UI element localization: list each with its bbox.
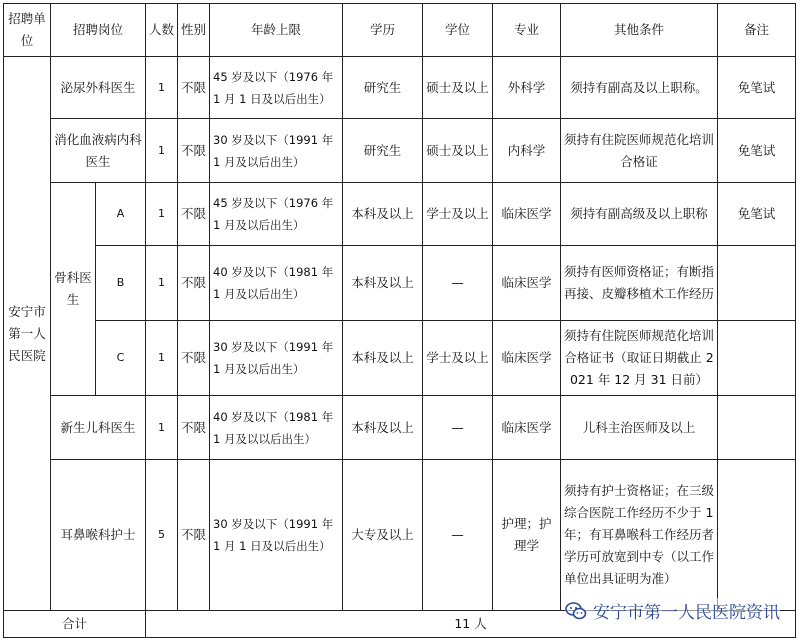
education-cell: 大专及以上	[343, 460, 423, 611]
position-cell: 新生儿科医生	[51, 396, 146, 460]
table-row	[4, 460, 796, 611]
gender-cell: 不限	[178, 396, 210, 460]
recruitment-table	[3, 3, 796, 638]
education-cell: 本科及以上	[343, 246, 423, 321]
remark-cell: 免笔试	[718, 119, 796, 183]
count-cell: 1	[146, 183, 178, 246]
remark-cell	[718, 246, 796, 321]
major-cell: 临床医学	[493, 321, 561, 396]
header-education: 学历	[343, 4, 423, 57]
major-cell: 内科学	[493, 119, 561, 183]
remark-cell	[718, 321, 796, 396]
position-cell: A	[96, 183, 146, 246]
major-cell: 临床医学	[493, 246, 561, 321]
other-cell: 须持有副高及以上职称。	[561, 57, 718, 119]
other-cell: 须持有住院医师规范化培训合格证	[561, 119, 718, 183]
major-cell: 护理；护理学	[493, 460, 561, 611]
table-row	[4, 396, 796, 460]
unit-cell: 安宁市第一人民医院	[4, 57, 51, 611]
header-row	[4, 4, 796, 57]
count-cell: 1	[146, 246, 178, 321]
total-label: 合计	[4, 611, 146, 638]
header-position: 招聘岗位	[51, 4, 146, 57]
table-row	[4, 57, 796, 119]
age-cell: 40 岁及以下（1981 年 1 月及以以后出生）	[210, 396, 343, 460]
position-cell: B	[96, 246, 146, 321]
degree-cell: 硕士及以上	[423, 57, 493, 119]
position-cell: 泌尿外科医生	[51, 57, 146, 119]
gender-cell: 不限	[178, 460, 210, 611]
header-major: 专业	[493, 4, 561, 57]
major-cell: 临床医学	[493, 396, 561, 460]
gender-cell: 不限	[178, 246, 210, 321]
total-value: 11 人	[146, 611, 796, 638]
header-unit: 招聘单位	[4, 4, 51, 57]
position-cell: C	[96, 321, 146, 396]
other-cell: 须持有护士资格证；在三级综合医院工作经历不少于 1 年；有耳鼻喉科工作经历者学历可放宽到中专（以工作单位出具证明为准）	[561, 460, 718, 611]
gender-cell: 不限	[178, 183, 210, 246]
wechat-icon	[565, 601, 587, 621]
table-row	[4, 119, 796, 183]
table-row	[4, 183, 796, 246]
count-cell: 1	[146, 396, 178, 460]
header-gender: 性别	[178, 4, 210, 57]
count-cell: 5	[146, 460, 178, 611]
table-row	[4, 321, 796, 396]
gender-cell: 不限	[178, 321, 210, 396]
gender-cell: 不限	[178, 57, 210, 119]
age-cell: 45 岁及以下（1976 年 1 月及以后出生）	[210, 183, 343, 246]
watermark-text: 安宁市第一人民医院资讯	[593, 603, 780, 623]
other-cell: 须持有医师资格证；有断指再接、皮瓣移植术工作经历	[561, 246, 718, 321]
age-cell: 45 岁及以下（1976 年 1 月 1 日及以后出生）	[210, 57, 343, 119]
ortho-group-cell: 骨科医生	[51, 183, 96, 396]
education-cell: 研究生	[343, 57, 423, 119]
header-remark: 备注	[718, 4, 796, 57]
other-cell: 须持有住院医师规范化培训合格证书（取证日期截止 2021 年 12 月 31 日前）	[561, 321, 718, 396]
header-age: 年龄上限	[210, 4, 343, 57]
major-cell: 外科学	[493, 57, 561, 119]
remark-cell: 免笔试	[718, 57, 796, 119]
other-cell: 须持有副高级及以上职称	[561, 183, 718, 246]
remark-cell: 免笔试	[718, 183, 796, 246]
education-cell: 研究生	[343, 119, 423, 183]
table-row	[4, 246, 796, 321]
count-cell: 1	[146, 57, 178, 119]
age-cell: 30 岁及以下（1991 年 1 月及以后出生）	[210, 119, 343, 183]
header-degree: 学位	[423, 4, 493, 57]
header-other: 其他条件	[561, 4, 718, 57]
count-cell: 1	[146, 321, 178, 396]
education-cell: 本科及以上	[343, 321, 423, 396]
remark-cell	[718, 460, 796, 611]
other-cell: 儿科主治医师及以上	[561, 396, 718, 460]
position-cell: 耳鼻喉科护士	[51, 460, 146, 611]
degree-cell: —	[423, 396, 493, 460]
count-cell: 1	[146, 119, 178, 183]
remark-cell	[718, 396, 796, 460]
degree-cell: 硕士及以上	[423, 119, 493, 183]
header-count: 人数	[146, 4, 178, 57]
degree-cell: 学士及以上	[423, 321, 493, 396]
education-cell: 本科及以上	[343, 183, 423, 246]
degree-cell: —	[423, 246, 493, 321]
watermark	[565, 598, 780, 623]
age-cell: 30 岁及以下（1991 年 1 月及以后出生）	[210, 321, 343, 396]
degree-cell: —	[423, 460, 493, 611]
age-cell: 30 岁及以下（1991 年 1 月 1 日及以后出生）	[210, 460, 343, 611]
education-cell: 本科及以上	[343, 396, 423, 460]
degree-cell: 学士及以上	[423, 183, 493, 246]
position-cell: 消化血液病内科医生	[51, 119, 146, 183]
age-cell: 40 岁及以下（1981 年 1 月及以后出生）	[210, 246, 343, 321]
gender-cell: 不限	[178, 119, 210, 183]
major-cell: 临床医学	[493, 183, 561, 246]
